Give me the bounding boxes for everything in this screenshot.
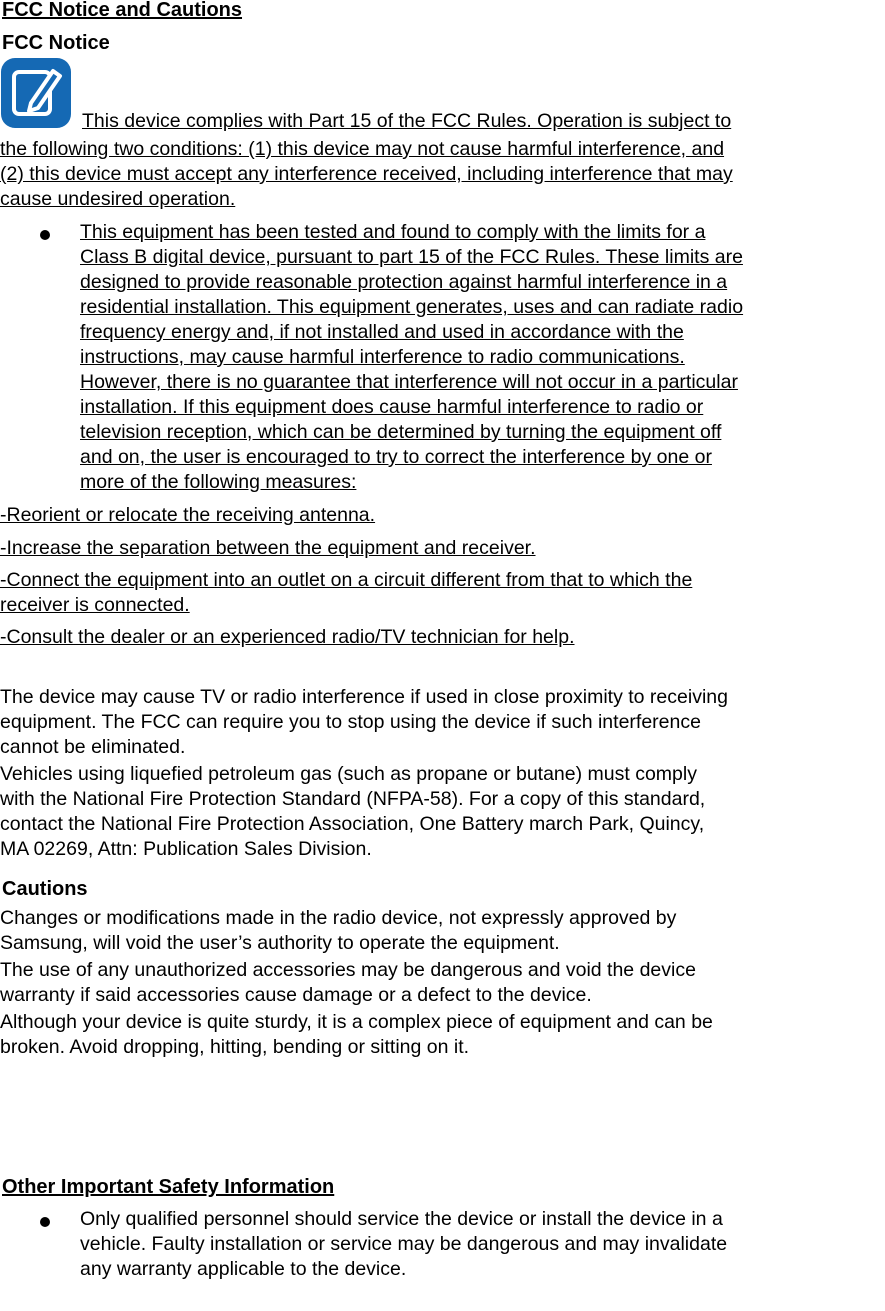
fcc-bullet-line: and on, the user is encouraged to try to correct the interference by one or (80, 446, 712, 468)
measure-line: -Increase the separation between the equipment and receiver. (0, 537, 536, 559)
body-line: The device may cause TV or radio interference if used in close proximity to receiving (0, 686, 728, 708)
fcc-intro-line: cause undesired operation. (0, 188, 236, 210)
measure-line: -Consult the dealer or an experienced radio/TV technician for help. (0, 626, 575, 648)
measure-line: -Connect the equipment into an outlet on a circuit different from that to which the (0, 569, 693, 591)
measure-line: receiver is connected. (0, 594, 190, 616)
body-line: cannot be eliminated. (0, 736, 186, 758)
body-line: MA 02269, Attn: Publication Sales Division. (0, 838, 372, 860)
other-safety-heading: Other Important Safety Information (2, 1176, 335, 1198)
safety-bullet-line: vehicle. Faulty installation or service may be dangerous and may invalidate (80, 1233, 728, 1255)
fcc-bullet-line: television reception, which can be determined by turning the equipment off (80, 421, 722, 443)
fcc-bullet-line: Class B digital device, pursuant to part 15 of the FCC Rules. These limits are (80, 246, 743, 268)
cautions-line: broken. Avoid dropping, hitting, bending or sitting on it. (0, 1036, 470, 1058)
fcc-bullet-line: This equipment has been tested and found to comply with the limits for a (80, 221, 706, 243)
safety-bullet-line: any warranty applicable to the device. (80, 1258, 407, 1280)
body-line: with the National Fire Protection Standard (NFPA-58). For a copy of this standard, (0, 788, 706, 810)
cautions-heading: Cautions (2, 878, 88, 900)
safety-bullet-line: Only qualified personnel should service the device or install the device in a (80, 1208, 723, 1230)
fcc-bullet-line: designed to provide reasonable protection against harmful interference in a (80, 271, 728, 293)
note-pencil-icon (1, 58, 71, 128)
fcc-intro-line: the following two conditions: (1) this device may not cause harmful interference, and (0, 138, 725, 160)
cautions-line: Although your device is quite sturdy, it is a complex piece of equipment and can be (0, 1011, 713, 1033)
page-title: FCC Notice and Cautions (2, 0, 243, 21)
measure-line: -Reorient or relocate the receiving antenna. (0, 504, 376, 526)
bullet-dot (40, 230, 50, 240)
fcc-intro-first-line: This device complies with Part 15 of the FCC Rules. Operation is subject to (82, 110, 732, 132)
bullet-dot (40, 1217, 50, 1227)
cautions-line: Samsung, will void the user’s authority to operate the equipment. (0, 932, 560, 954)
fcc-bullet-line: However, there is no guarantee that interference will not occur in a particular (80, 371, 738, 393)
fcc-bullet-line: installation. If this equipment does cause harmful interference to radio or (80, 396, 704, 418)
body-line: Vehicles using liquefied petroleum gas (such as propane or butane) must comply (0, 763, 697, 785)
cautions-line: The use of any unauthorized accessories may be dangerous and void the device (0, 959, 696, 981)
body-line: contact the National Fire Protection Association, One Battery march Park, Quincy, (0, 813, 705, 835)
fcc-bullet-line: frequency energy and, if not installed and used in accordance with the (80, 321, 684, 343)
cautions-line: Changes or modifications made in the radio device, not expressly approved by (0, 907, 677, 929)
fcc-intro-line: (2) this device must accept any interference received, including interference that may (0, 163, 733, 185)
fcc-bullet-line: more of the following measures: (80, 471, 357, 493)
fcc-notice-heading: FCC Notice (2, 32, 110, 54)
body-line: equipment. The FCC can require you to stop using the device if such interference (0, 711, 701, 733)
fcc-bullet-line: instructions, may cause harmful interference to radio communications. (80, 346, 685, 368)
cautions-line: warranty if said accessories cause damage or a defect to the device. (0, 984, 592, 1006)
fcc-bullet-line: residential installation. This equipment generates, uses and can radiate radio (80, 296, 744, 318)
